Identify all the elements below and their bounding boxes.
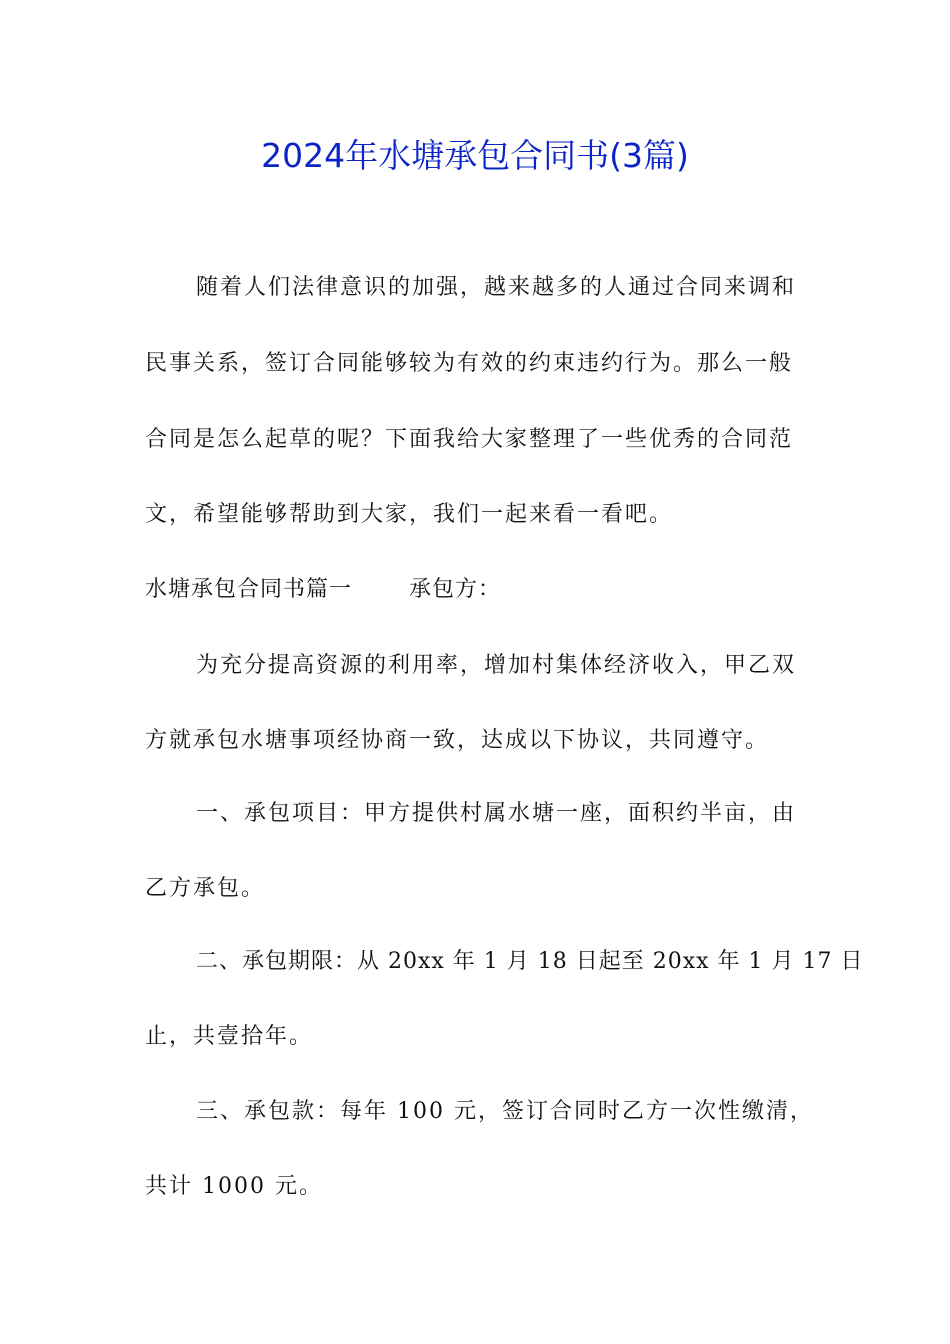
document-title: 2024年水塘承包合同书(3篇) [261, 136, 689, 175]
body-line-1: 为充分提高资源的利用率，增加村集体经济收入，甲乙双 [196, 653, 797, 678]
contractor-label: 承包方： [409, 577, 502, 602]
body-line-8: 共计 1000 元。 [145, 1174, 323, 1199]
section-heading: 水塘承包合同书篇一 [145, 577, 353, 602]
body-line-5: 二、承包期限：从 20xx 年 1 月 18 日起至 20xx 年 1 月 17 日 [196, 949, 864, 974]
body-line-7: 三、承包款：每年 100 元，签订合同时乙方一次性缴清， [196, 1099, 814, 1124]
body-line-6: 止，共壹拾年。 [145, 1024, 314, 1049]
body-line-3: 一、承包项目：甲方提供村属水塘一座，面积约半亩，由 [196, 801, 797, 826]
intro-line-4: 文，希望能够帮助到大家，我们一起来看一看吧。 [145, 502, 674, 527]
body-line-4: 乙方承包。 [145, 876, 266, 901]
intro-line-1: 随着人们法律意识的加强，越来越多的人通过合同来调和 [196, 275, 797, 300]
body-line-2: 方就承包水塘事项经协商一致，达成以下协议，共同遵守。 [145, 728, 770, 753]
intro-line-3: 合同是怎么起草的呢？下面我给大家整理了一些优秀的合同范 [145, 427, 794, 452]
intro-line-2: 民事关系，签订合同能够较为有效的约束违约行为。那么一般 [145, 351, 794, 376]
